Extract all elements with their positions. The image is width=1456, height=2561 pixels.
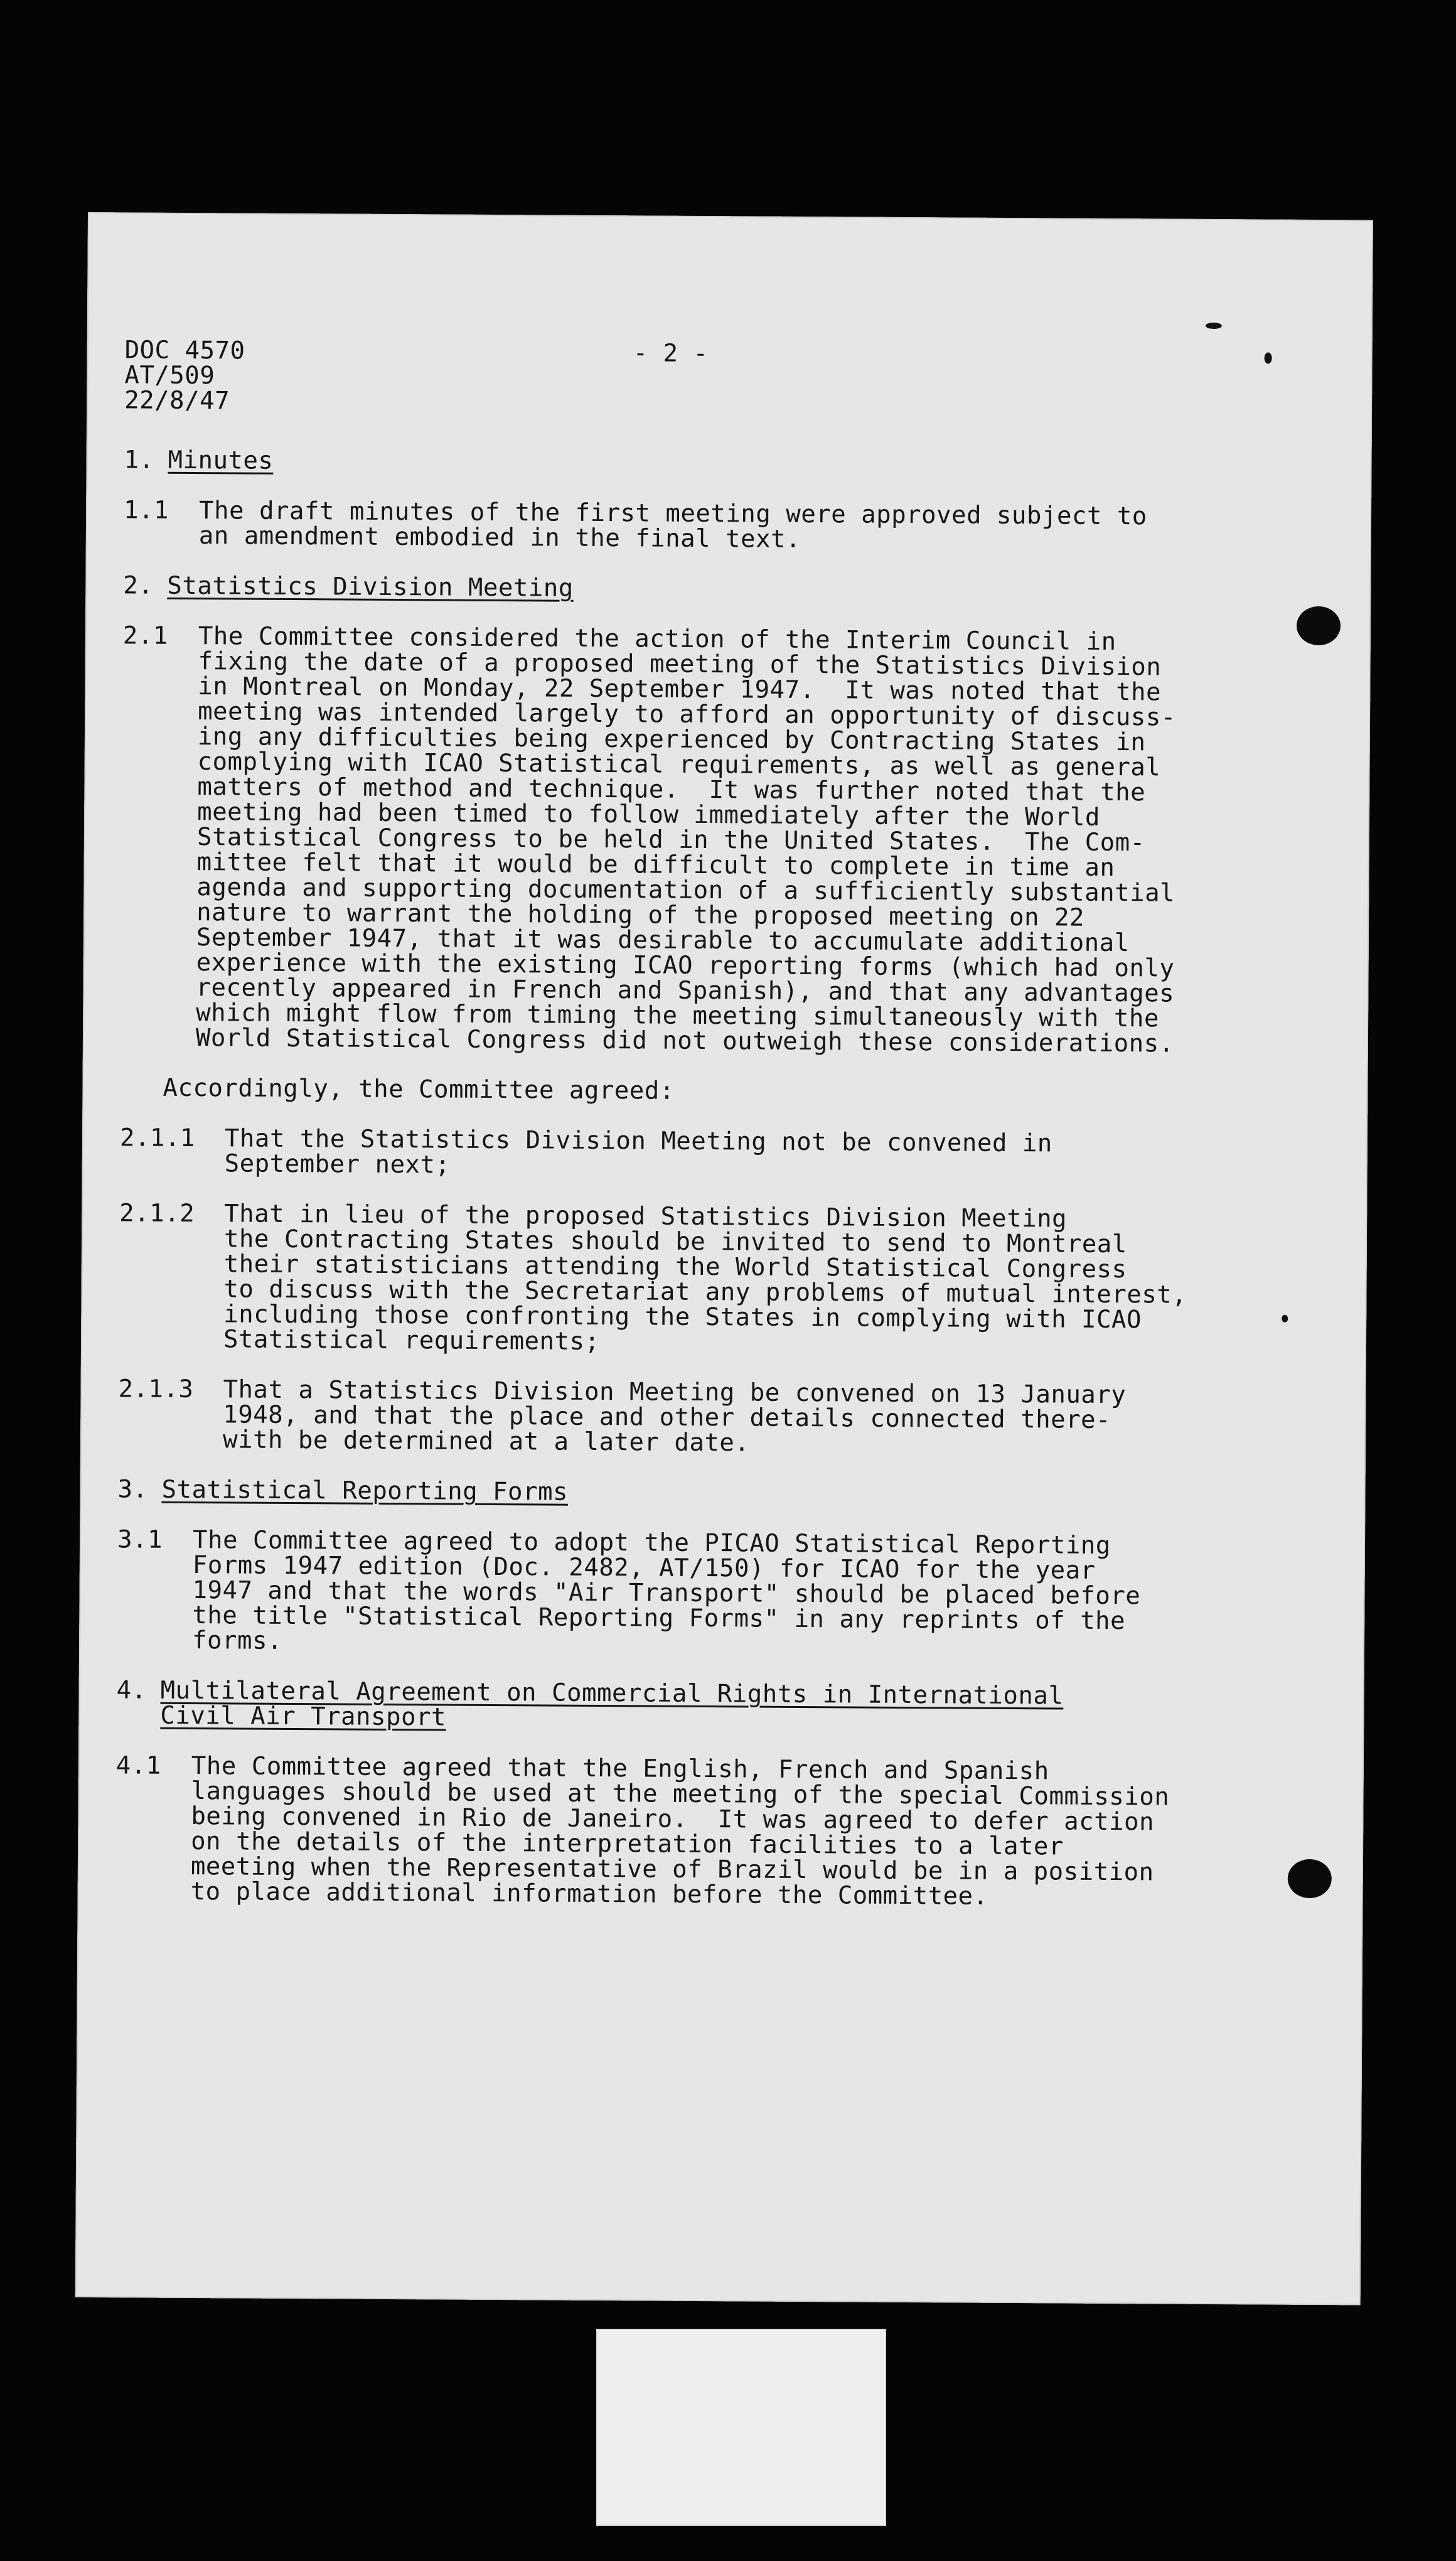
- subparagraph-number: 2.1.1: [119, 1124, 196, 1153]
- section-title: Multilateral Agreement on Commercial Rights in International Civil Air Transport: [160, 1676, 1064, 1732]
- doc-date: 22/8/47: [124, 386, 230, 416]
- subparagraph-text: That a Statistics Division Meeting be convened on 13 January 1948, and that the place and other details connected there- with be determined at a later date.: [222, 1375, 1127, 1458]
- paragraph-number: 3.1: [117, 1525, 163, 1554]
- lead-in-text: Accordingly, the Committee agreed:: [163, 1073, 675, 1105]
- subparagraph-text: That the Statistics Division Meeting not be convened in September next;: [224, 1124, 1053, 1179]
- paragraph: [120, 623, 1315, 1058]
- paragraph-number: 4.1: [115, 1751, 161, 1780]
- section-number: 3.: [117, 1475, 148, 1504]
- subparagraph: [118, 1377, 1311, 1459]
- doc-number: DOC 4570: [124, 336, 245, 365]
- blank-label-card: [596, 2329, 886, 2526]
- subparagraph: [119, 1201, 1312, 1359]
- document-header: [124, 338, 1317, 455]
- section-title: Minutes: [168, 446, 274, 475]
- paragraph-text: The Committee agreed that the English, French and Spanish languages should be used at the meeting of the special Commission being convened in Rio de Janeiro. It was agreed to defer action on the details of the interpretation facilities to a later meeting when the Representative of Brazil would be in a position to place additional information before the Committee.: [190, 1752, 1170, 1911]
- page-number: - 2 -: [633, 339, 709, 368]
- paragraph: [115, 1753, 1309, 1911]
- document-page: [75, 212, 1373, 2305]
- paragraph-text: The draft minutes of the first meeting were approved subject to an amendment embodied in the final text.: [198, 497, 1147, 554]
- section-title: Statistical Reporting Forms: [161, 1475, 569, 1506]
- paragraph-text: The Committee considered the action of the Interim Council in fixing the date of a proposed meeting of the Statistics Division in Montreal on Monday, 22 September 1947. It was noted that the meeting was intended largely to afford an opportunity of discuss- ing any difficulties being experienced by Contracting States in complying with ICAO Statistical requirements, as well as general matters of method and technique. It was further noted that the meeting had been timed to follow immediately after the World Statistical Congress to be held in the United States. The Com- mittee felt that it would be difficult to complete in time an agenda and supporting documentation of a sufficiently substantial nature to warrant the holding of the proposed meeting on 22 September 1947, that it was desirable to accumulate additional experience with the existing ICAO reporting forms (which had only recently appeared in French and Spanish), and that any advantages which might flow from timing the meeting simultaneously with the World Statistical Congress did not outweigh these considerations.: [195, 622, 1176, 1058]
- subparagraph-text: That in lieu of the proposed Statistics Division Meeting the Contracting States should be invited to send to Montreal their statisticians attending the World Statistical Congress to discuss with the Secretariat any problems of mutual interest, including those confronting the States in complying with ICAO Statistical requirements;: [223, 1200, 1187, 1356]
- subparagraph-number: 2.1.3: [118, 1375, 194, 1404]
- paragraph-number: 2.1: [122, 621, 168, 650]
- subparagraph: [120, 1125, 1312, 1183]
- paragraph: [117, 1527, 1310, 1660]
- paragraph-number: 1.1: [123, 496, 169, 525]
- paragraph-text: The Committee agreed to adopt the PICAO Statistical Reporting Forms 1947 edition (Doc. 2482, AT/150) for ICAO for the year 1947 and that the words "Air Transport" should be placed before the title "Statistical Reporting Forms" in any reprints of the forms.: [191, 1526, 1141, 1655]
- section-number: 2.: [123, 571, 154, 600]
- document-text: [115, 338, 1317, 1911]
- document-reference: [124, 338, 245, 414]
- section-title: Statistics Division Meeting: [167, 571, 574, 603]
- section-number: 1.: [124, 446, 154, 475]
- at-number: AT/509: [124, 361, 215, 390]
- section-heading: [116, 1678, 1309, 1736]
- section-number: 4.: [116, 1676, 147, 1705]
- paragraph: [124, 498, 1316, 556]
- subparagraph-number: 2.1.2: [119, 1199, 195, 1228]
- ink-speck: [1206, 323, 1222, 329]
